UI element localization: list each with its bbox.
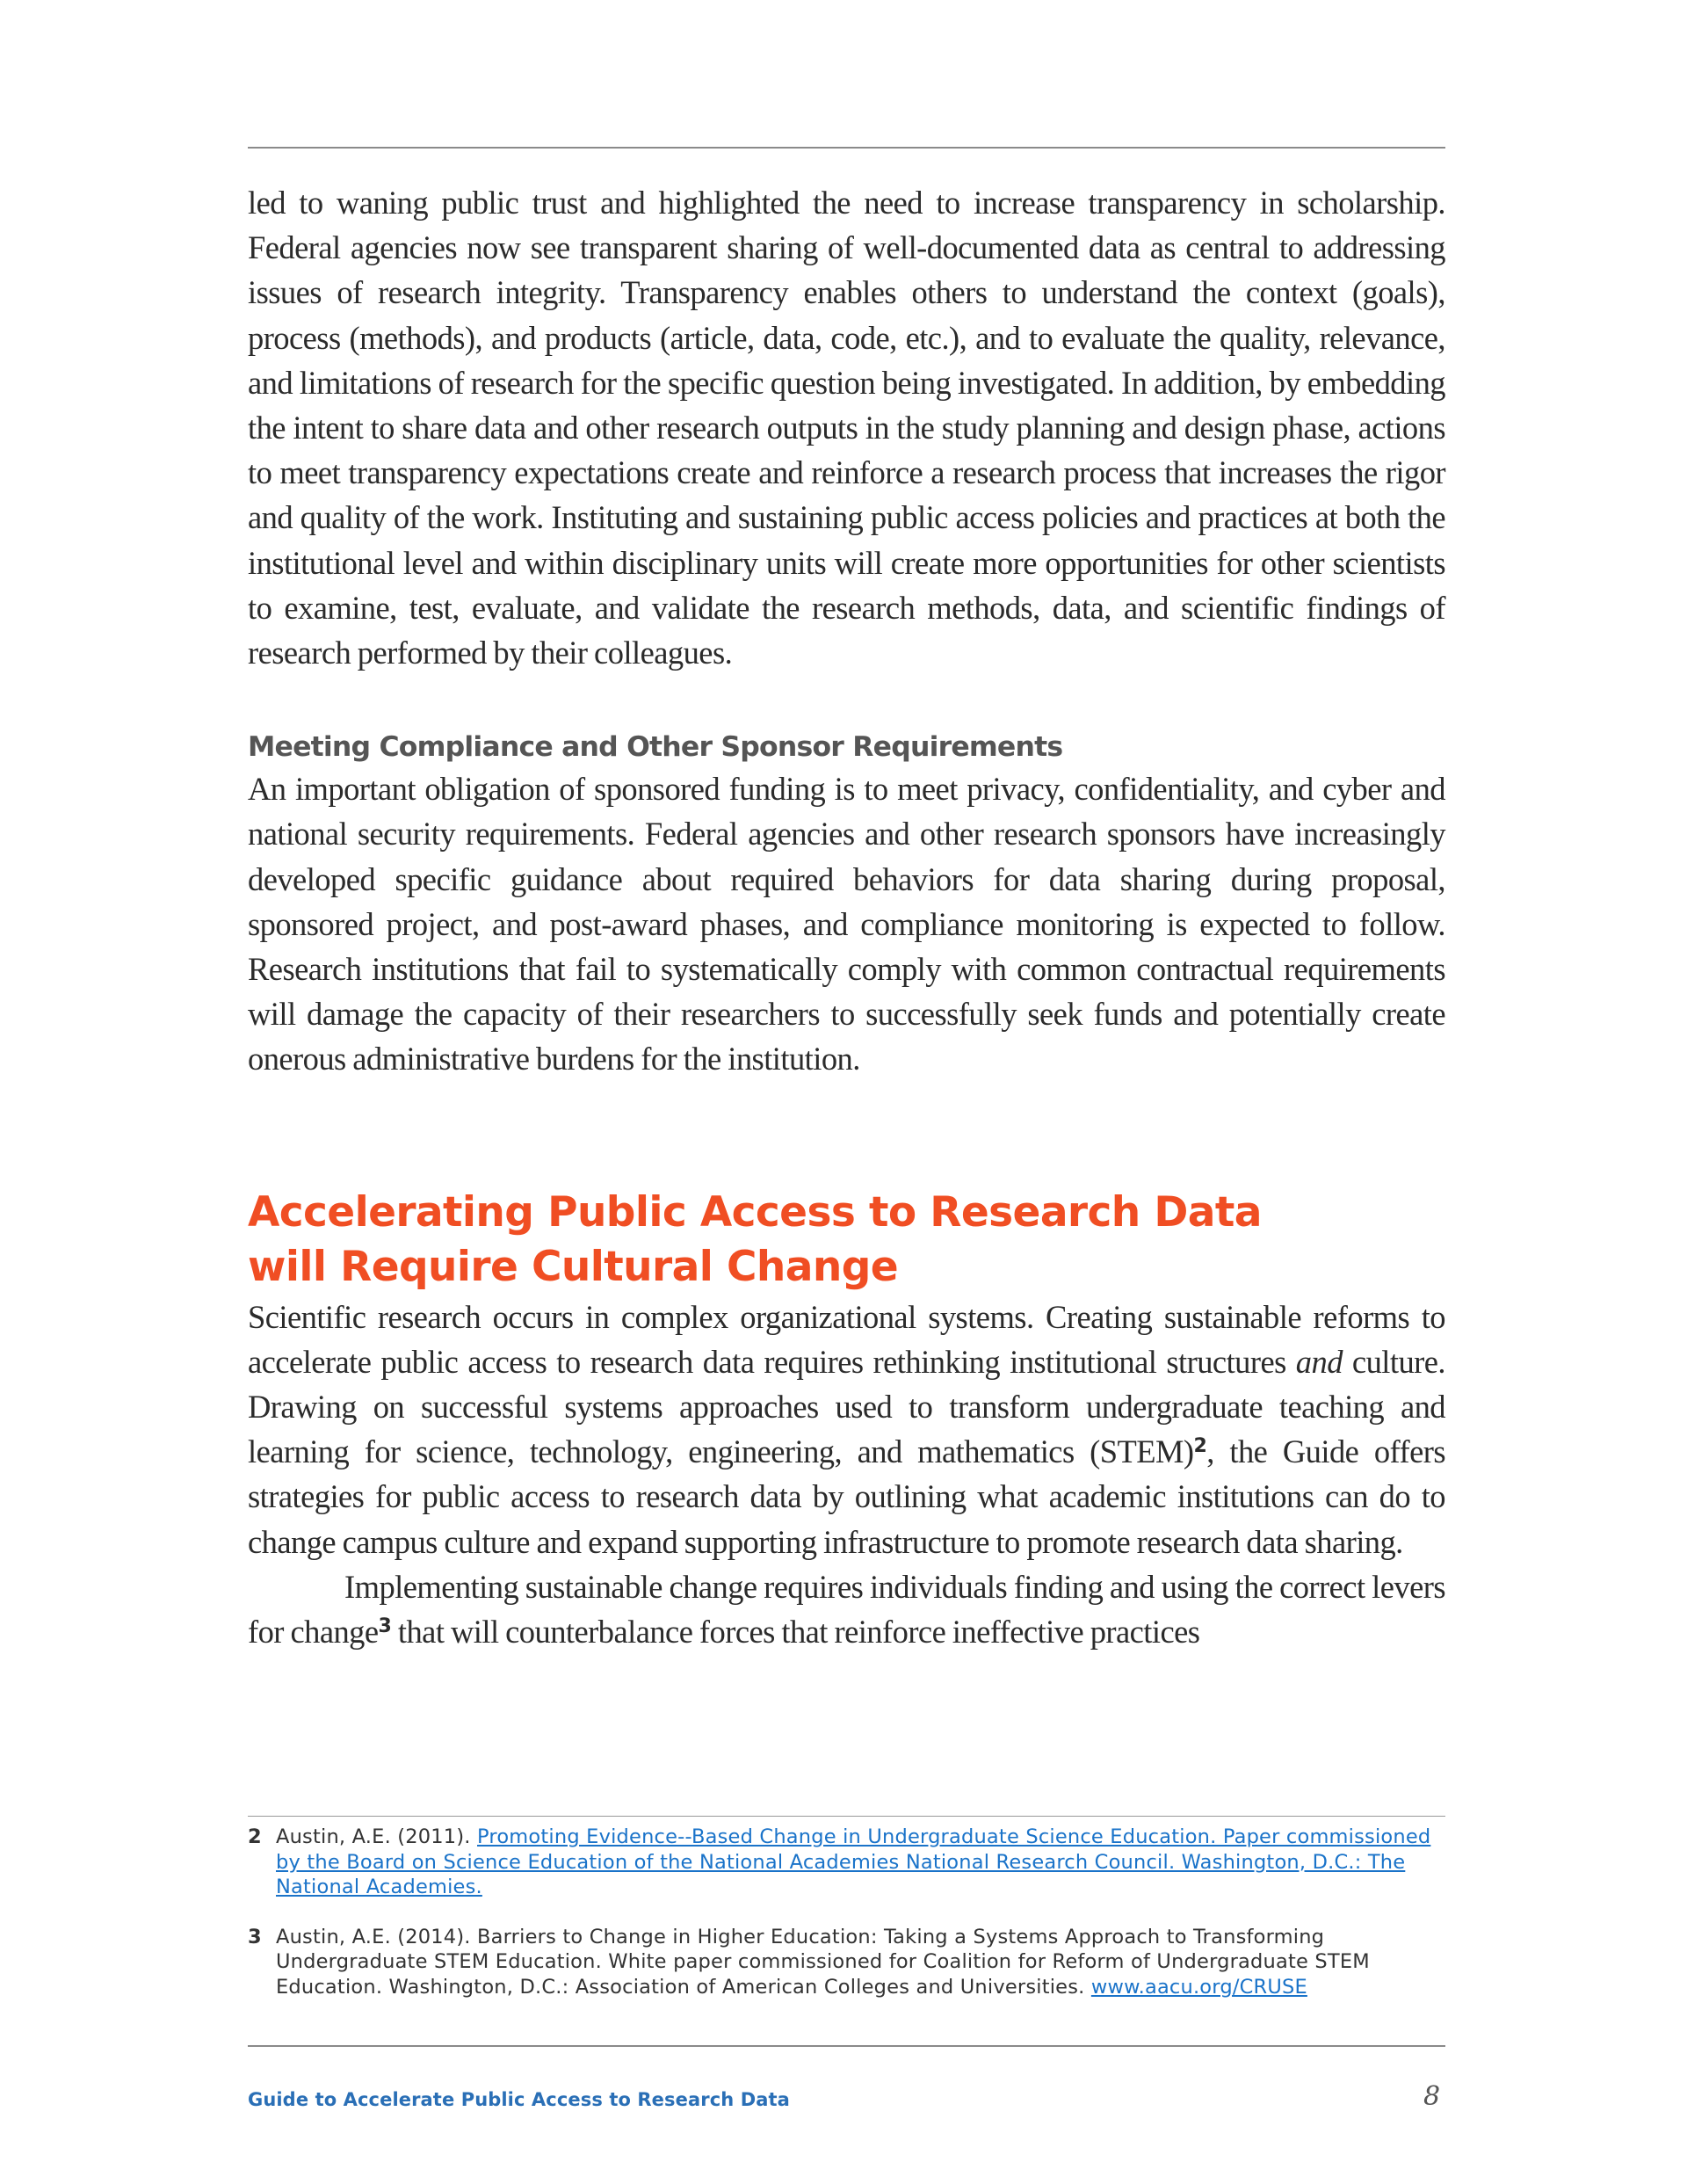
footnote-ref-2[interactable]: 2 [1193, 1435, 1207, 1458]
section-heading [248, 1186, 1445, 1295]
footnote-number: 2 [248, 1825, 262, 1848]
bottom-rule [248, 2045, 1445, 2047]
para4-text-b: that will counterbalance forces that reinforce ineffective practices [391, 1614, 1200, 1651]
para3-text-b: culture. Drawing on successful systems approaches used to transform undergraduate teaching and learning for science, technology, engineering, and mathematics (STEM) [248, 1343, 1445, 1470]
footnote-ref-3[interactable]: 3 [378, 1615, 392, 1638]
footnote-3 [248, 1925, 1445, 2000]
para3-text-a: Scientific research occurs in complex organizational systems. Creating sustainable reforms to accelerate public access to research data requires rethinking institutional structures [248, 1298, 1445, 1380]
footnote-text: Austin, A.E. (2011). [276, 1825, 478, 1848]
para4-text-a: Implementing sustainable change requires individuals finding and using the correct levers for change [248, 1568, 1445, 1651]
footnote-2 [248, 1825, 1445, 1900]
body-paragraph-3 [248, 1295, 1445, 1564]
body-paragraph-1: led to waning public trust and highlighted the need to increase transparency in scholarship. Federal agencies now see transparent sharing of well-documented data as central to addressing issues of research integrity. Transparency enables others to understand the context (goals), process (methods), and products (article, data, code, etc.), and to evaluate the quality, relevance, and limitations of research for the specific question being investigated. In addition, by embedding the intent to share data and other research outputs in the study planning and design phase, actions to meet transparency expectations create and reinforce a research process that increases the rigor and quality of the work. Instituting and sustaining public access policies and practices at both the institutional level and within disciplinary units will create more opportunities for other scientists to examine, test, evaluate, and validate the research methods, data, and scientific findings of research performed by their colleagues. [248, 185, 1445, 671]
footnote-text: Austin, A.E. (2014). Barriers to Change in Higher Education: Taking a Systems Approach to Transforming Undergraduate STEM Education. White paper commissioned for Coalition for Reform of Undergraduate STEM Education. Washington, D.C.: Association of American Colleges and Universities. [276, 1925, 1370, 1999]
body-paragraph-4 [248, 1564, 1445, 1654]
footnotes [248, 1825, 1445, 2024]
footer-title: Guide to Accelerate Public Access to Research Data [248, 2089, 790, 2110]
footnote-number: 3 [248, 1925, 262, 1948]
footnote-rule [248, 1816, 1445, 1817]
footnote-link[interactable]: www.aacu.org/CRUSE [1090, 1975, 1307, 1999]
section-heading-line-1: Accelerating Public Access to Research Data [248, 1187, 1262, 1237]
page-number: 8 [1423, 2081, 1441, 2112]
footnote-link[interactable]: Promoting Evidence--Based Change in Undergraduate Science Education. Paper commissioned by the Board on Science Education of the National Academies National Research Council. Washington, D.C.: The National Academies. [276, 1825, 1431, 1898]
section-heading-line-2: will Require Cultural Change [248, 1242, 899, 1291]
para3-text-c: , the Guide offers strategies for public access to research data by outlining what academic institutions can do to change campus culture and expand supporting infrastructure to promote research data sharing. [248, 1433, 1446, 1560]
body-paragraph-2: An important obligation of sponsored funding is to meet privacy, confidentiality, and cyber and national security requirements. Federal agencies and other research sponsors have increasingly developed specific guidance about required behaviors for data sharing during proposal, sponsored project, and post-award phases, and compliance monitoring is expected to follow. Research institutions that fail to systematically comply with common contractual requirements will damage the capacity of their researchers to successfully seek funds and potentially create onerous administrative burdens for the institution. [248, 771, 1445, 1077]
para3-emphasis: and [1295, 1343, 1343, 1380]
top-rule [248, 147, 1445, 149]
page-body [248, 180, 1445, 1654]
section-subheading: Meeting Compliance and Other Sponsor Requirements [248, 731, 1063, 764]
